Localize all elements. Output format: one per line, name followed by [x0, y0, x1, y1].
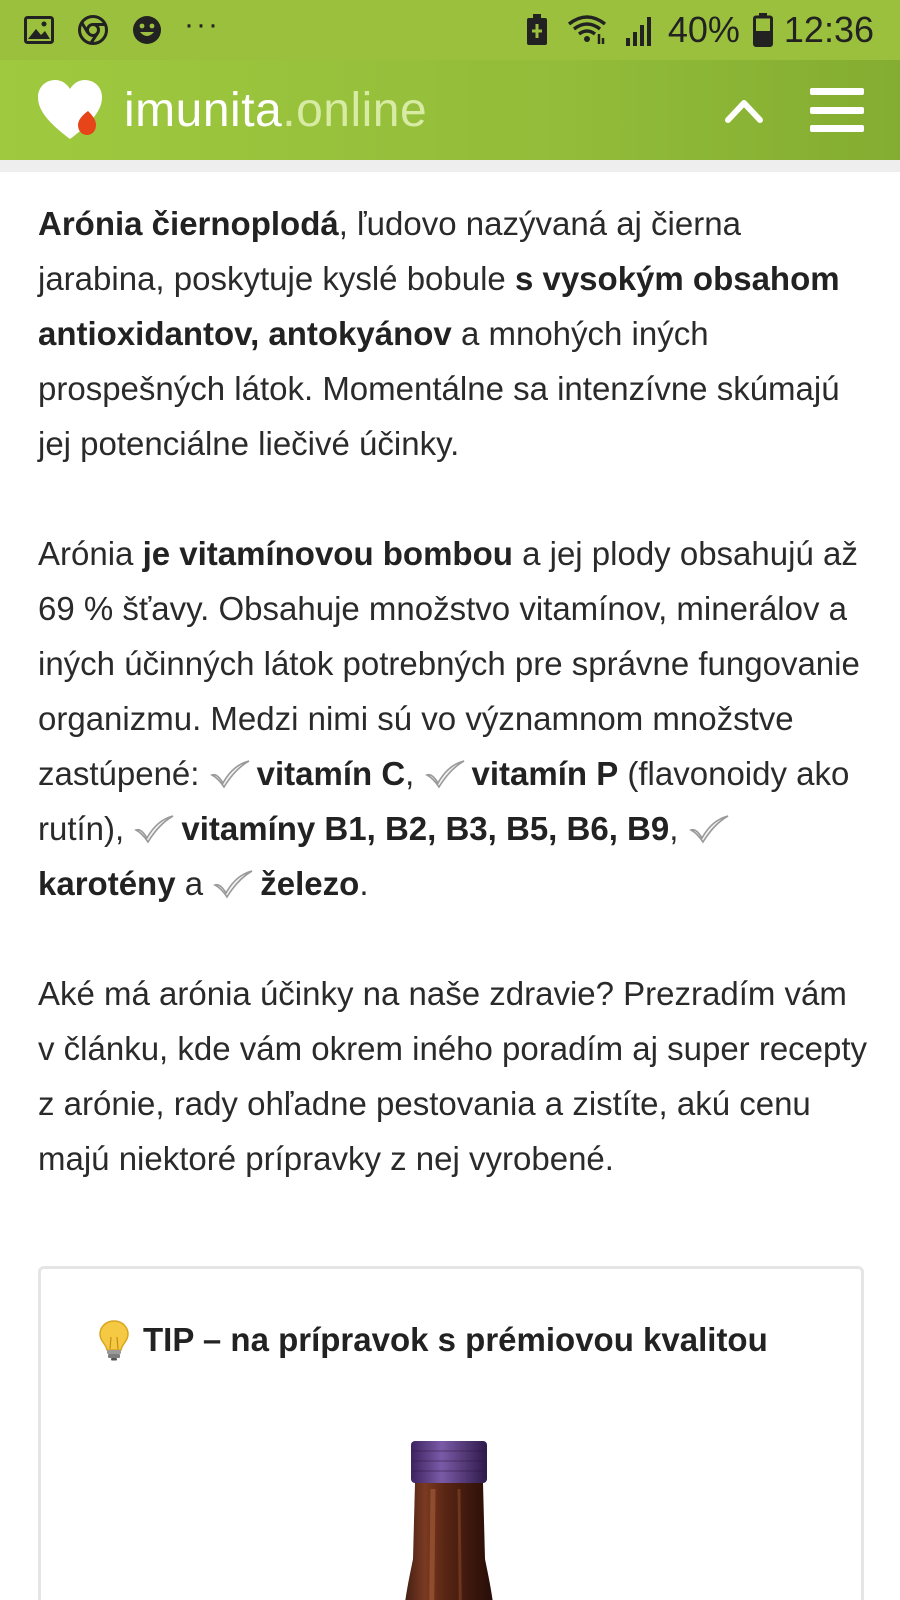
gallery-icon — [22, 13, 56, 47]
header-divider — [0, 160, 900, 172]
header-actions — [722, 88, 864, 132]
checkmark-icon — [133, 814, 175, 844]
battery-icon — [752, 13, 774, 47]
brand-tld: .online — [282, 83, 428, 137]
emoji-icon — [130, 13, 164, 47]
bold-phrase: Arónia čiernoplodá — [38, 205, 339, 242]
clock: 12:36 — [783, 9, 874, 50]
checkmark-icon — [688, 814, 730, 844]
paragraph-teaser: Aké má arónia účinky na naše zdravie? Prezradím vám v článku, kde vám okrem iného poradím aj super recepty z arónie, rady ohľadne pestovania a zistíte, akú cenu majú niektoré prípravky z nej vyrobené. — [38, 975, 868, 1177]
checkmark-icon — [212, 869, 254, 899]
text-run: Arónia — [38, 535, 143, 572]
heart-logo-icon — [36, 79, 104, 141]
tip-box — [38, 1266, 864, 1600]
signal-icon — [622, 13, 656, 47]
text-run: a — [175, 865, 213, 902]
battery-percent: 40% — [667, 9, 740, 50]
bold-phrase: je vitamínovou bombou — [142, 535, 513, 572]
text-run: (flavonoidy ako rutín), — [38, 755, 850, 847]
text-run: , — [669, 810, 679, 847]
text-run: , ľudovo nazývaná aj čierna jarabina, poskytuje kyslé bobule — [38, 205, 741, 297]
lightbulb-icon — [97, 1319, 131, 1361]
text-run: . — [359, 865, 369, 902]
status-bar-left — [22, 8, 240, 47]
site-header — [0, 60, 900, 160]
brand-name: imunita — [124, 83, 283, 137]
vitamin-item: vitamín C — [256, 755, 406, 792]
status-bar — [0, 0, 900, 60]
chevron-up-icon — [724, 96, 764, 124]
hamburger-menu-button[interactable] — [810, 88, 864, 132]
bold-phrase: s vysokým obsahom antioxidantov, antokyánov — [38, 260, 840, 352]
tip-title: TIP – na prípravok s prémiovou kvalitou — [143, 1321, 768, 1358]
brand-home-link[interactable] — [36, 79, 427, 141]
vitamin-item: vitamíny B1, B2, B3, B5, B6, B9 — [181, 810, 670, 847]
menu-bar — [810, 107, 864, 114]
text-run: a jej plody obsahujú až 69 % šťavy. Obsahuje množstvo vitamínov, minerálov a iných účinných látok potrebných pre správne fungovanie organizmu. Medzi nimi sú vo významnom množstve zastúpené: — [38, 535, 860, 792]
article-body — [38, 196, 868, 1241]
checkmark-icon — [209, 759, 251, 789]
battery-saver-icon — [520, 13, 554, 47]
vitamin-item: vitamín P — [471, 755, 619, 792]
text-run: , — [405, 755, 415, 792]
more-notifications-icon: ··· — [184, 8, 220, 41]
tip-heading — [97, 1319, 768, 1361]
status-bar-right — [508, 9, 874, 51]
paragraph-vitamins — [38, 526, 868, 911]
product-bottle-image[interactable] — [399, 1439, 499, 1600]
paragraph-intro — [38, 196, 868, 471]
vitamin-item: železo — [260, 865, 360, 902]
wifi-icon — [566, 13, 610, 47]
vitamin-item: karotény — [38, 865, 176, 902]
menu-bar — [810, 125, 864, 132]
chrome-icon — [76, 13, 110, 47]
menu-bar — [810, 88, 864, 95]
scroll-to-top-button[interactable] — [722, 88, 766, 132]
text-run: a mnohých iných prospešných látok. Momentálne sa intenzívne skúmajú jej potenciálne liečivé účinky. — [38, 315, 840, 462]
checkmark-icon — [424, 759, 466, 789]
